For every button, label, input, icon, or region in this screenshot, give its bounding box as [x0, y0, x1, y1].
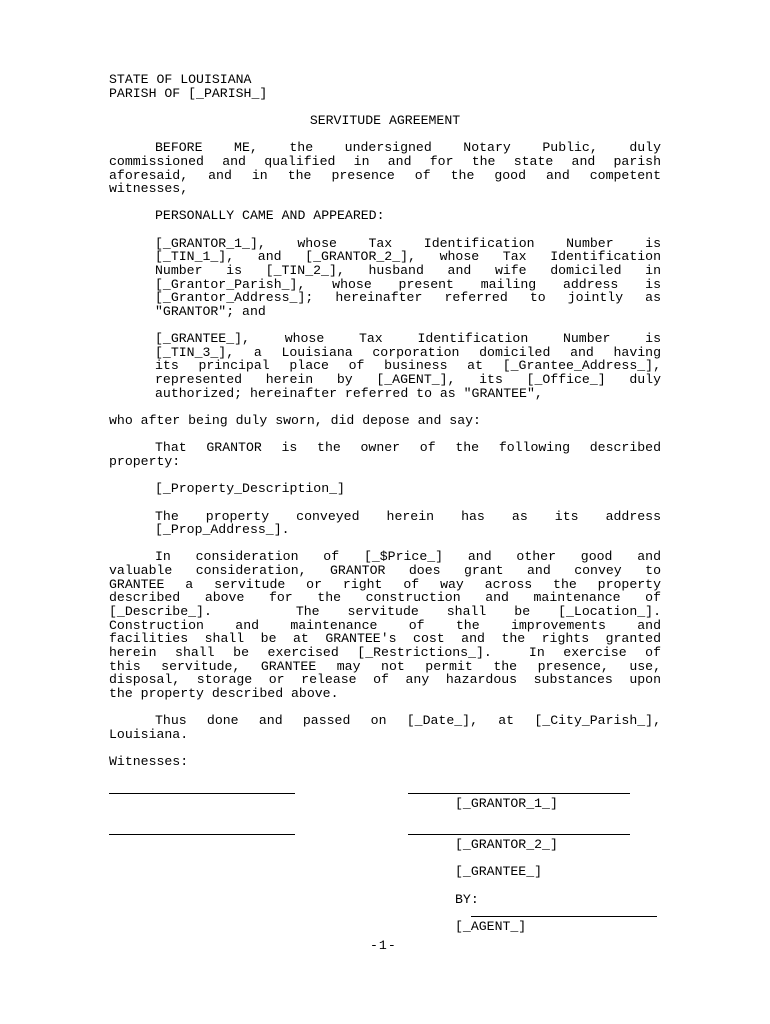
consideration-line: GRANTEE a servitude or right of way across the property — [109, 577, 661, 592]
consideration-line: [_Describe_]. The servitude shall be [_Location_]. — [109, 604, 661, 619]
grantor-2-signature-line — [408, 834, 630, 835]
consideration-line: Construction and maintenance of the improvements and — [109, 618, 661, 633]
agent-signature-label: [_AGENT_] — [455, 919, 527, 934]
consideration-line: disposal, storage or release of any hazardous substances upon — [109, 672, 661, 687]
intro-line: witnesses, — [109, 181, 189, 196]
grantor-line: "GRANTOR"; and — [155, 304, 266, 319]
grantee-line: its principal place of business at [_Grantee_Address_], — [155, 358, 661, 373]
grantee-signature-label: [_GRANTEE_] — [455, 864, 543, 879]
witness-1-signature-line — [109, 793, 295, 794]
intro-line: aforesaid, and in the presence of the good and competent — [109, 168, 661, 183]
intro-line: BEFORE ME, the undersigned Notary Public, duly — [155, 140, 661, 155]
page-number: -1- — [370, 938, 397, 953]
grantor-2-signature-label: [_GRANTOR_2_] — [455, 837, 558, 852]
consideration-line: herein shall be exercised [_Restrictions_]. In exercise of — [109, 645, 661, 660]
depose-line: who after being duly sworn, did depose and say: — [109, 413, 481, 428]
grantor-line: [_GRANTOR_1_], whose Tax Identification Number is — [155, 236, 661, 251]
grantor-line: [_Grantor_Address_]; hereinafter referred to jointly as — [155, 290, 661, 305]
grantor-line: Number is [_TIN_2_], husband and wife domiciled in — [155, 263, 661, 278]
appeared-line: PERSONALLY CAME AND APPEARED: — [155, 208, 385, 223]
passed-line: Thus done and passed on [_Date_], at [_City_Parish_], — [155, 713, 661, 728]
state-heading: STATE OF LOUISIANA — [109, 72, 252, 87]
grantor-1-signature-line — [408, 793, 630, 794]
consideration-line: facilities shall be at GRANTEE's cost and the rights granted — [109, 631, 661, 646]
consideration-line: described above for the construction and maintenance of — [109, 590, 661, 605]
document-title: SERVITUDE AGREEMENT — [309, 113, 461, 128]
consideration-line: this servitude, GRANTEE may not permit the presence, use, — [109, 659, 661, 674]
grantee-line: represented herein by [_AGENT_], its [_Office_] duly — [155, 372, 661, 387]
consideration-line: In consideration of [_$Price_] and other good and — [155, 549, 661, 564]
consideration-line: the property described above. — [109, 686, 339, 701]
passed-line: Louisiana. — [109, 727, 189, 742]
intro-line: commissioned and qualified in and for the state and parish — [109, 154, 661, 169]
grantee-line: [_GRANTEE_], whose Tax Identification Number is — [155, 331, 661, 346]
grantor-1-signature-label: [_GRANTOR_1_] — [455, 796, 558, 811]
address-line: The property conveyed herein has as its address — [155, 509, 661, 524]
grantor-line: [_TIN_1_], and [_GRANTOR_2_], whose Tax Identification — [155, 249, 661, 264]
witness-2-signature-line — [109, 834, 295, 835]
owner-line: property: — [109, 454, 181, 469]
owner-line: That GRANTOR is the owner of the following described — [155, 440, 661, 455]
parish-heading: PARISH OF [_PARISH_] — [109, 86, 268, 101]
grantee-line: authorized; hereinafter referred to as "GRANTEE", — [155, 386, 543, 401]
witnesses-label: Witnesses: — [109, 754, 189, 769]
grantor-line: [_Grantor_Parish_], whose present mailing address is — [155, 277, 661, 292]
consideration-line: valuable consideration, GRANTOR does grant and convey to — [109, 563, 661, 578]
property-description: [_Property_Description_] — [155, 481, 345, 496]
by-label: BY: — [455, 892, 479, 907]
agent-signature-line — [471, 916, 657, 917]
grantee-line: [_TIN_3_], a Louisiana corporation domiciled and having — [155, 345, 661, 360]
address-line: [_Prop_Address_]. — [155, 522, 290, 537]
